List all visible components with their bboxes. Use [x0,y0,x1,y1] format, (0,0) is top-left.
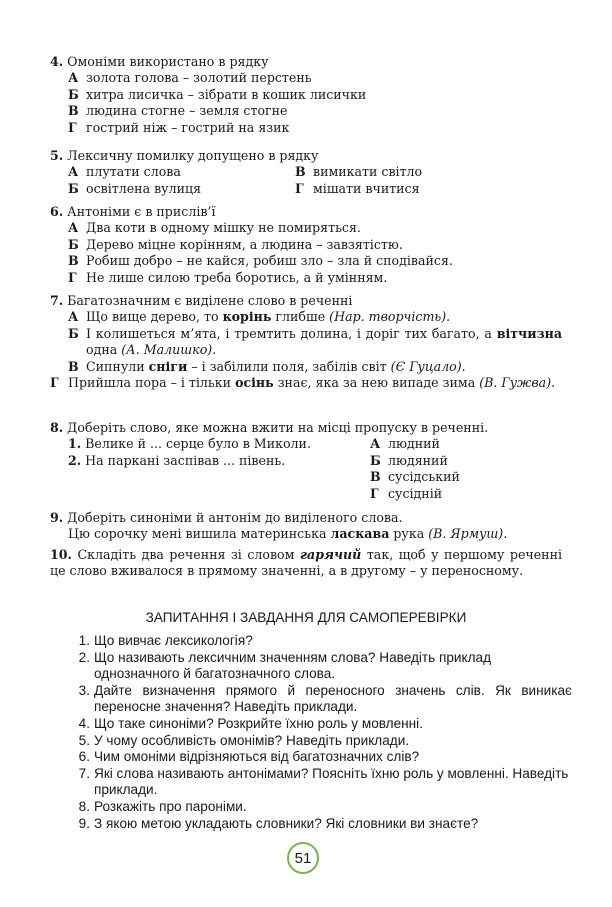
question-4-option-a: А золота голова – золотий перстень [68,70,312,86]
question-5 [50,148,562,197]
question-7-option-d: Г Прийшла пора – і тільки осінь знає, яка за нею випаде зима (В. Гужва). [50,375,556,391]
selfcheck-item: 6. Чим омоніми відрізняються від багатозначних слів? [78,749,420,765]
selfcheck-item: 3. Дайте визначення прямого й переносного значень слів. Як виникає переносне значення? Наведіть приклади. [78,682,572,715]
question-8-title: 8. Доберіть слово, яке можна вжити на місці пропуску в реченні. [50,420,489,435]
question-6-option-a: А Два коти в одному мішку не помиряться. [68,220,361,236]
question-6 [50,204,562,286]
question-8-sentence-2: 2. На паркані заспівав ... півень. [68,452,286,468]
selfcheck-item: 5. У чому особливість омонімів? Наведіть приклади. [78,732,410,748]
question-4-option-c: В людина стогне – земля стогне [68,103,288,119]
question-10: 10. Складіть два речення зі словом гарячий так, щоб у першому реченні це слово вживалося в прямому значенні, а в другому – у переносному. [50,547,562,579]
selfcheck-list [72,633,572,832]
question-4-option-b: Б хитра лисичка – зібрати в кошик лисички [68,86,367,102]
question-5-option-g: Г мішати вчитися [295,180,420,196]
question-8-option-v: В сусідський [370,469,460,485]
question-8-body [50,436,562,502]
question-7-option-a: А Що вище дерево, то корінь глибше (Нар. творчість). [68,309,451,325]
question-7-option-b: Б І колишеться м’ята, і тремтить долина, і доріг тих багато, а вітчизна одна (А. Малишко). [68,325,562,358]
selfcheck-item: 7. Які слова називають антонімами? Поясніть їхню роль у мовленні. Наведіть приклади. [78,765,569,798]
selfcheck-item: 4. Що таке синоніми? Розкрийте їхню роль у мовленні. [78,715,423,731]
question-9-title: 9. Доберіть синоніми й антонім до виділеного слова. [50,510,403,525]
question-5-option-a: А плутати слова [68,164,181,180]
page-number: 51 [287,842,319,874]
selfcheck-item: 2. Що називають лексичним значенням слова? Наведіть приклад однозначного й багатозначного слова. [78,649,492,682]
question-6-option-d: Г Не лише силою треба боротись, а й умінням. [68,269,388,285]
question-8-option-b: Б людяний [370,452,448,468]
question-8-option-g: Г сусідній [370,485,443,501]
question-6-title: 6. Антоніми є в прислів’ї [50,204,216,219]
question-8-option-a: А людний [370,436,440,452]
question-5-option-v: В вимикати світло [295,164,423,180]
question-4-title: 4. Омоніми використано в рядку [50,54,269,69]
question-5-title: 5. Лексичну помилку допущено в рядку [50,148,319,163]
selfcheck-heading: ЗАПИТАННЯ І ЗАВДАННЯ ДЛЯ САМОПЕРЕВІРКИ [145,610,467,625]
question-6-option-b: Б Дерево міцне корінням, а людина – завзятістю. [68,236,403,252]
question-4 [50,54,562,136]
question-7-option-c: В Сипнули сніги – і забілили поля, забілів світ (Є Гуцало). [68,358,466,374]
question-4-option-d: Г гострий ніж – гострий на язик [68,119,290,135]
question-5-row-2 [50,181,562,197]
question-8-sentence-1: 1. Велике й ... серце було в Миколи. [68,436,311,452]
selfcheck-item: 8. Розкажіть про пароніми. [78,798,247,814]
question-9 [50,510,562,543]
question-8 [50,420,562,502]
question-6-option-c: В Робиш добро – не кайся, робиш зло – зла й сподівайся. [68,253,453,269]
question-7-title: 7. Багатозначним є виділене слово в реченні [50,293,353,308]
question-7 [50,293,562,391]
question-9-sentence: Цю сорочку мені вишила материнська ласкава рука (В. Ярмуш). [68,526,508,542]
question-5-row-1 [50,164,562,180]
question-5-option-b: Б освітлена вулиця [68,180,202,196]
selfcheck-item: 1. Що вивчає лексикологія? [78,633,253,648]
selfcheck-item: 9. З якою метою укладають словники? Які словники ви знаєте? [78,815,479,831]
